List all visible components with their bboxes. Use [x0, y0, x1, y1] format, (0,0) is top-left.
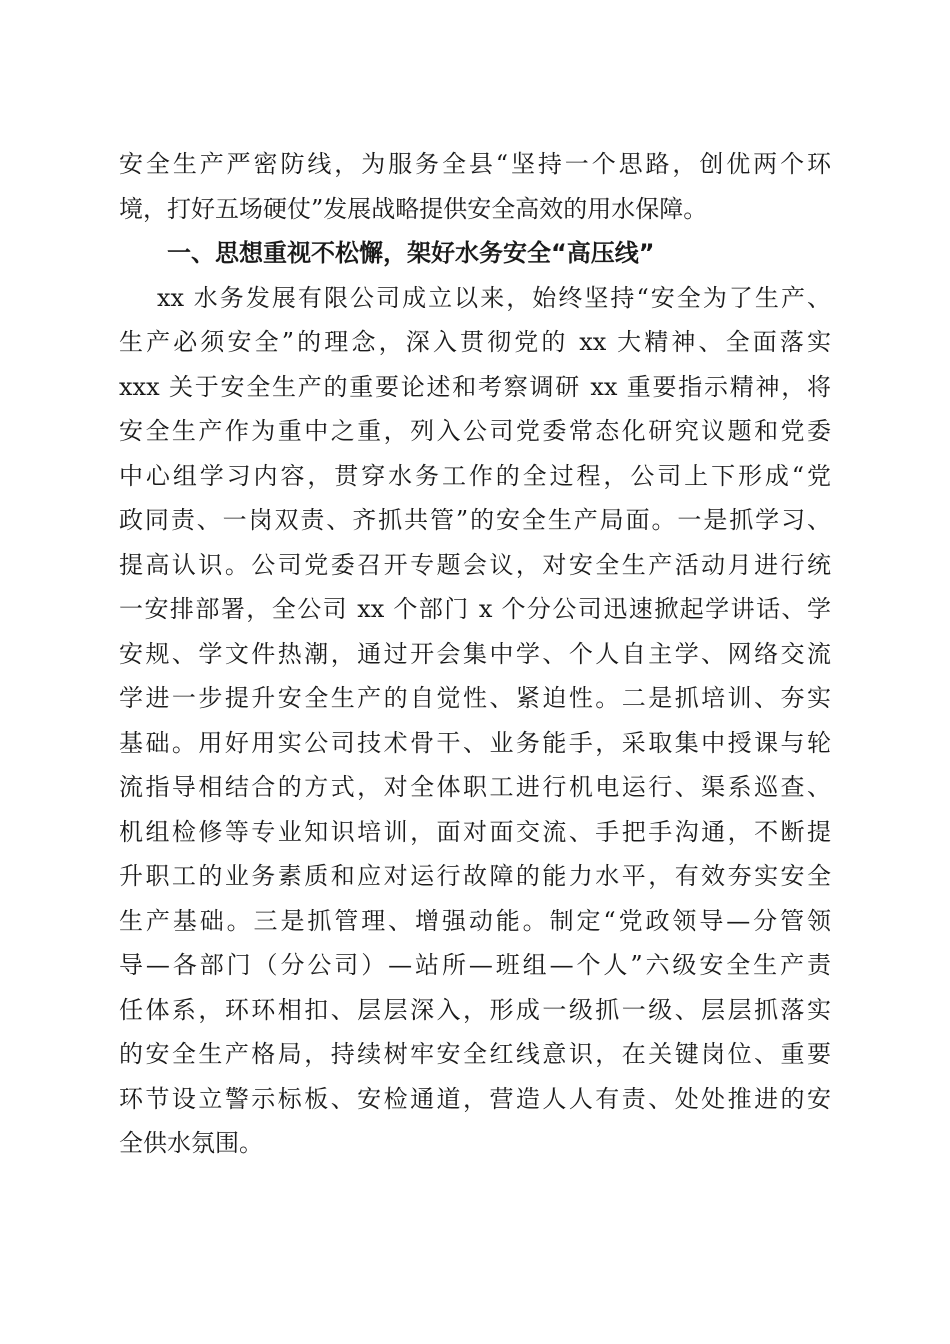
paragraph-line: 安规、学文件热潮，通过开会集中学、个人自主学、网络交流	[119, 639, 831, 668]
paragraph-line: 基础。用好用实公司技术骨干、业务能手，采取集中授课与轮	[119, 728, 831, 757]
paragraph-line: 一安排部署，全公司 xx 个部门 x 个分公司迅速掀起学讲话、学	[119, 595, 831, 623]
paragraph-line: 升职工的业务素质和应对运行故障的能力水平，有效夯实安全	[119, 862, 831, 890]
paragraph-line: 任体系，环环相扣、层层深入，形成一级抓一级、层层抓落实	[119, 995, 831, 1024]
paragraph-line: 生产必须安全”的理念，深入贯彻党的 xx 大精神、全面落实	[119, 328, 831, 356]
paragraph-line: 环节设立警示标板、安检通道，营造人人有责、处处推进的安	[119, 1084, 831, 1113]
paragraph-line: 安全生产作为重中之重，列入公司党委常态化研究议题和党委	[119, 417, 831, 445]
paragraph-line: 学进一步提升安全生产的自觉性、紧迫性。二是抓培训、夯实	[119, 684, 831, 712]
document-body	[119, 142, 831, 1166]
section-heading: 一、思想重视不松懈，架好水务安全“高压线”	[167, 239, 655, 267]
paragraph-line: 全供水氛围。	[119, 1129, 263, 1157]
paragraph-line: xxx 关于安全生产的重要论述和考察调研 xx 重要指示精神，将	[119, 372, 831, 401]
paragraph-line: 政同责、一岗双责、齐抓共管”的安全生产局面。一是抓学习、	[119, 506, 831, 534]
paragraph-line: 中心组学习内容，贯穿水务工作的全过程，公司上下形成“党	[119, 461, 831, 490]
paragraph-line: 的安全生产格局，持续树牢安全红线意识，在关键岗位、重要	[119, 1040, 831, 1068]
paragraph-line: 导—各部门（分公司）—站所—班组—个人”六级安全生产责	[119, 951, 831, 979]
paragraph-line: 流指导相结合的方式，对全体职工进行机电运行、渠系巡查、	[119, 773, 831, 801]
paragraph-line: 提高认识。公司党委召开专题会议，对安全生产活动月进行统	[119, 550, 831, 579]
paragraph-line: 机组检修等专业知识培训，面对面交流、手把手沟通，不断提	[119, 817, 831, 846]
paragraph-line: xx 水务发展有限公司成立以来，始终坚持“安全为了生产、	[157, 283, 831, 312]
continuation-line: 境，打好五场硬仗”发展战略提供安全高效的用水保障。	[119, 194, 708, 223]
continuation-line: 安全生产严密防线，为服务全县“坚持一个思路，创优两个环	[119, 150, 831, 178]
paragraph-line: 生产基础。三是抓管理、增强动能。制定“党政领导—分管领	[119, 906, 831, 935]
